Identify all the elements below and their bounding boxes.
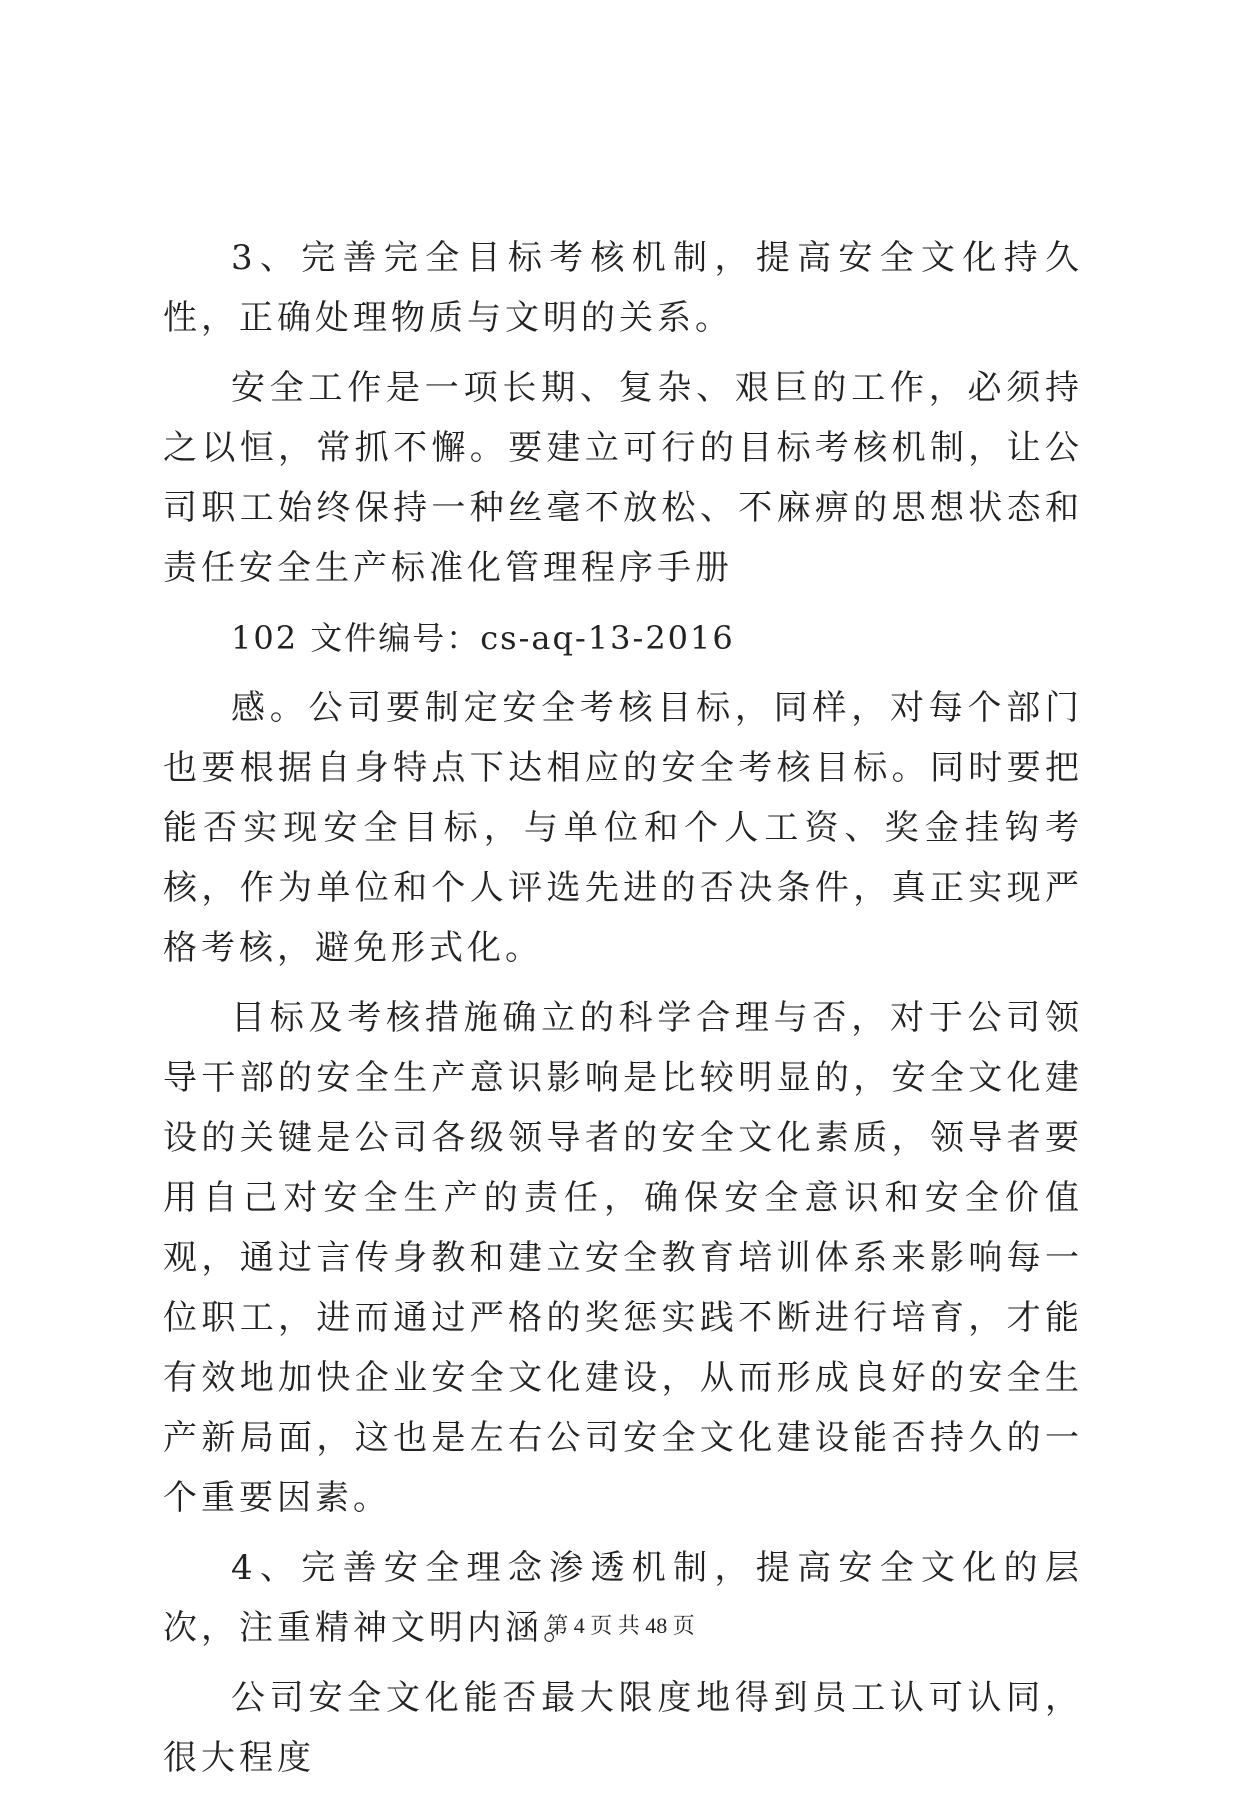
paragraph-employee-recognition: 公司安全文化能否最大限度地得到员工认可认同，很大程度	[163, 1678, 1083, 1778]
paragraph-safety-work: 安全工作是一项长期、复杂、艰巨的工作，必须持之以恒，常抓不懈。要建立可行的目标考核机制，让公司职工始终保持一种丝毫不放松、不麻痹的思想状态和责任安全生产标准化管理程序手册	[163, 368, 1083, 588]
paragraph-section-3-heading: 3、完善完全目标考核机制，提高安全文化持久性，正确处理物质与文明的关系。	[163, 238, 1083, 338]
paragraph-leadership-culture: 目标及考核措施确立的科学合理与否，对于公司领导干部的安全生产意识影响是比较明显的，安全文化建设的关键是公司各级领导者的安全文化素质，领导者要用自己对安全生产的责任，确保安全意识和安全价值观，通过言传身教和建立安全教育培训体系来影响每一位职工，进而通过严格的奖惩实践不断进行培育，才能有效地加快企业安全文化建设，从而形成良好的安全生产新局面，这也是左右公司安全文化建设能否持久的一个重要因素。	[163, 998, 1083, 1518]
paragraph-assessment-targets: 感。公司要制定安全考核目标，同样，对每个部门也要根据自身特点下达相应的安全考核目标。同时要把能否实现安全目标，与单位和个人工资、奖金挂钩考核，作为单位和个人评选先进的否决条件，真正实现严格考核，避免形式化。	[163, 688, 1083, 968]
paragraph-section-4-heading: 4、完善安全理念渗透机制，提高安全文化的层次，注重精神文明内涵。	[163, 1548, 1083, 1648]
page-footer: 第 4 页 共 48 页	[546, 1613, 695, 1638]
document-body	[163, 228, 1083, 1798]
document-number-line: 102 文件编号：cs-aq-13-2016	[231, 619, 735, 657]
